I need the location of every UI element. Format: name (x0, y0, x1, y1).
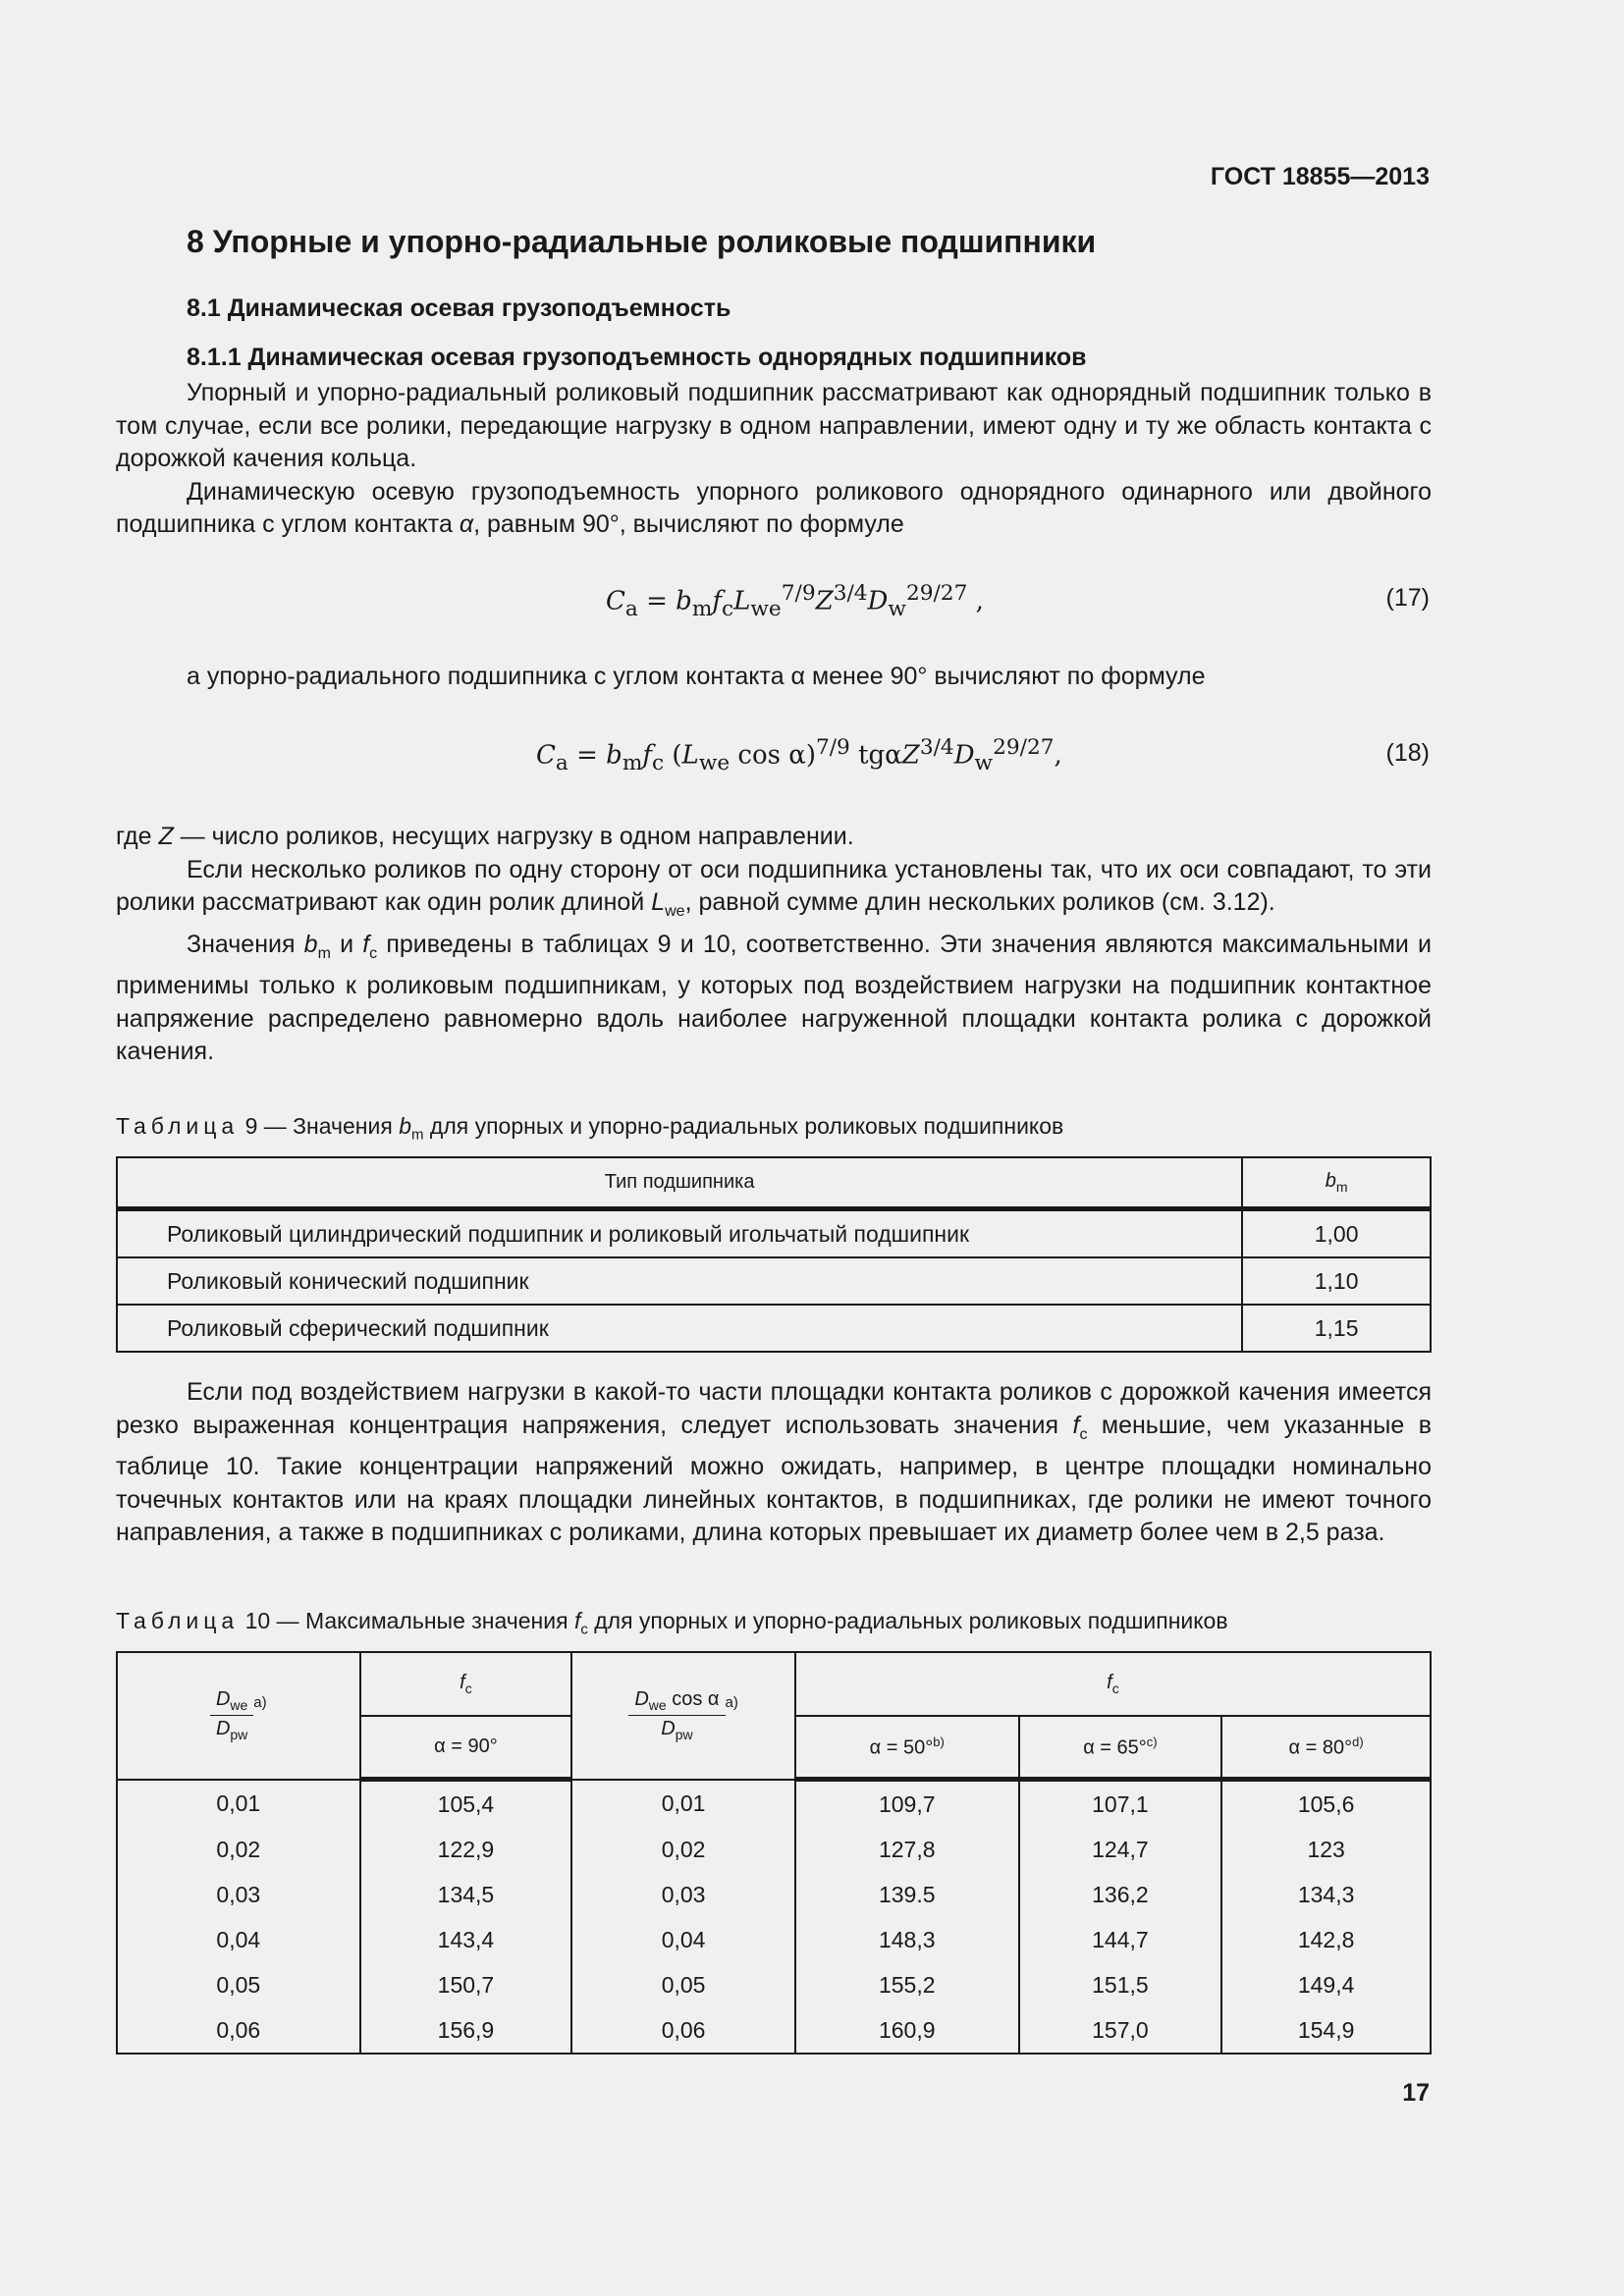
table-10-header-alpha-80: α = 80°$^{d)}$ (1221, 1716, 1431, 1780)
table-row: 0,04 143,4 0,04 148,3 144,7 142,8 (117, 1917, 1431, 1962)
body-text-block-2 (116, 661, 1432, 694)
section-title: 8 Упорные и упорно-радиальные роликовые подшипники (187, 224, 1097, 259)
table-row: 0,03 134,5 0,03 139.5 136,2 134,3 (117, 1872, 1431, 1917)
equation-number-18: (18) (1385, 739, 1430, 767)
table-row: 0,02 122,9 0,02 127,8 124,7 123 (117, 1827, 1431, 1872)
table-10-header-fc-2: $f_c$ (795, 1652, 1431, 1716)
table-9-caption: Таблица 9 — Значения $b_m$ для упорных и упорно-радиальных роликовых подшипников (116, 1113, 1064, 1144)
table-10-header-fc-1: $f_c$ (360, 1652, 572, 1716)
formula-17: $C_a = b_mf_cL_{we}^{7/9}Z^{3/4}D_w^{29/27}$ , (606, 581, 984, 621)
table-10-header-alpha-65: α = 65°$^{c)}$ (1019, 1716, 1222, 1780)
table-row: Роликовый цилиндрический подшипник и роликовый игольчатый подшипник 1,00 (117, 1209, 1431, 1258)
table-10-caption: Таблица 10 — Максимальные значения $f_c$ для упорных и упорно-радиальных роликовых подшипников (116, 1608, 1228, 1638)
table-row: 0,06 156,9 0,06 160,9 157,0 154,9 (117, 2007, 1431, 2054)
body-text-block-1 (116, 377, 1432, 542)
subsubsection-title: 8.1.1 Динамическая осевая грузоподъемность однорядных подшипников (187, 344, 1087, 371)
table-10-header-alpha-90: α = 90° (360, 1716, 572, 1780)
table-9-header-bm: $b_m$ (1242, 1157, 1431, 1209)
paragraph-6: Значения $b_m$ и $f_c$ приведены в таблицах 9 и 10, соответственно. Эти значения являются максимальными и применимы только к роликовым подшипникам, у которых под воздействием нагрузки на подшипник контактное напряжение распределено равномерно вдоль наиболее нагруженной площадки контакта ролика с дорожкой качения. (116, 930, 1433, 1065)
paragraph-2: Динамическую осевую грузоподъемность упорного роликового однорядного одинарного или двойного подшипника с углом контакта α, равным 90°, вычисляют по формуле (116, 477, 1432, 538)
table-9 (116, 1156, 1432, 1353)
page-number: 17 (1402, 2079, 1430, 2107)
table-10-header-alpha-50: α = 50°$^{b)}$ (795, 1716, 1019, 1780)
paragraph-7: Если под воздействием нагрузки в какой-то части площадки контакта роликов с дорожкой качения имеется резко выраженная концентрация напряжения, следует использовать значения $f_c$ меньшие, чем указанные в таблице 10. Такие концентрации напряжений можно ожидать, например, в центре площадки номинально точечных контактов или на краях площадки линейных контактов, в подшипниках, где ролики не имеют точного направления, а также в подшипниках с роликами, длина которых превышает их диаметр более чем в 2,5 раза. (116, 1378, 1432, 1546)
table-10 (116, 1651, 1432, 2055)
table-10-header-ratio-1: $\frac{D_{we}}{D_{pw}}$ $^{a)}$ (117, 1652, 360, 1780)
equation-number-17: (17) (1385, 584, 1430, 612)
doc-code-header: ГОСТ 18855—2013 (1210, 163, 1430, 190)
subsection-title: 8.1 Динамическая осевая грузоподъемность (187, 294, 731, 322)
body-text-block-3 (116, 821, 1432, 1069)
table-row: Роликовый конический подшипник 1,10 (117, 1257, 1431, 1305)
body-text-block-4 (116, 1376, 1432, 1550)
paragraph-5: Если несколько роликов по одну сторону от оси подшипника установлены так, что их оси совпадают, то эти ролики рассматривают как один ролик длиной $L_{we}$, равной сумме длин нескольких роликов (см. 3.12). (116, 855, 1432, 920)
paragraph-3: а упорно-радиального подшипника с углом контакта α менее 90° вычисляют по формуле (187, 663, 1206, 690)
table-row: Роликовый сферический подшипник 1,15 (117, 1305, 1431, 1352)
table-9-header-type: Тип подшипника (117, 1157, 1242, 1209)
formula-18: $C_a = b_mf_c$ ($L_{we}$ cos α)$^{7/9}$ $tg\alpha Z^{3/4}D_w^{29/27}$, (536, 735, 1062, 775)
paragraph-1: Упорный и упорно-радиальный роликовый подшипник рассматривают как однорядный подшипник только в том случае, если все ролики, передающие нагрузку в одном направлении, имеют одну и ту же область контакта с дорожкой качения кольца. (116, 379, 1432, 472)
table-row: 0,05 150,7 0,05 155,2 151,5 149,4 (117, 1962, 1431, 2007)
table-10-header-ratio-2: $\frac{D_{we} \cos \alpha}{D_{pw}}$ $^{a)}$ (571, 1652, 795, 1780)
paragraph-4: где Z — число роликов, несущих нагрузку в одном направлении. (116, 823, 854, 850)
table-row: 0,01 105,4 0,01 109,7 107,1 105,6 (117, 1780, 1431, 1828)
